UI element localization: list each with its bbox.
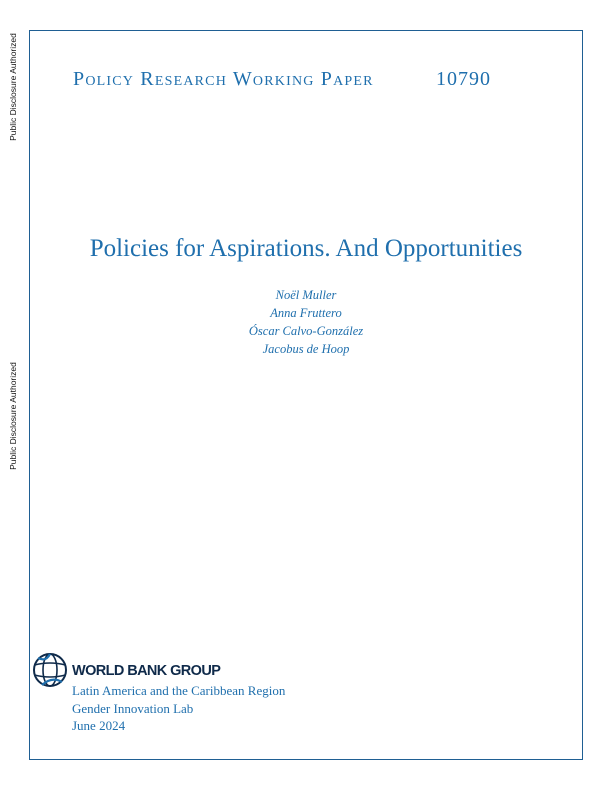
footer-info <box>72 682 285 735</box>
globe-icon <box>32 652 68 688</box>
date-line: June 2024 <box>72 718 126 733</box>
author-name: Noël Muller <box>275 288 337 302</box>
region-line: Latin America and the Caribbean Region <box>72 683 286 698</box>
author-name: Óscar Calvo-González <box>248 324 364 338</box>
paper-title: Policies for Aspirations. And Opportunities <box>89 235 523 262</box>
series-name: Policy Research Working Paper <box>73 68 374 90</box>
world-bank-group-logo-text: WORLD BANK GROUP <box>72 663 221 679</box>
author-name: Jacobus de Hoop <box>262 342 350 356</box>
cover-frame <box>29 30 583 760</box>
lab-line: Gender Innovation Lab <box>72 700 194 716</box>
paper-number: 10790 <box>436 68 491 90</box>
author-name: Anna Fruttero <box>270 306 342 320</box>
author-list <box>0 286 612 358</box>
disclosure-label-middle: Public Disclosure Authorized <box>8 362 18 470</box>
disclosure-label-top: Public Disclosure Authorized <box>8 33 18 141</box>
